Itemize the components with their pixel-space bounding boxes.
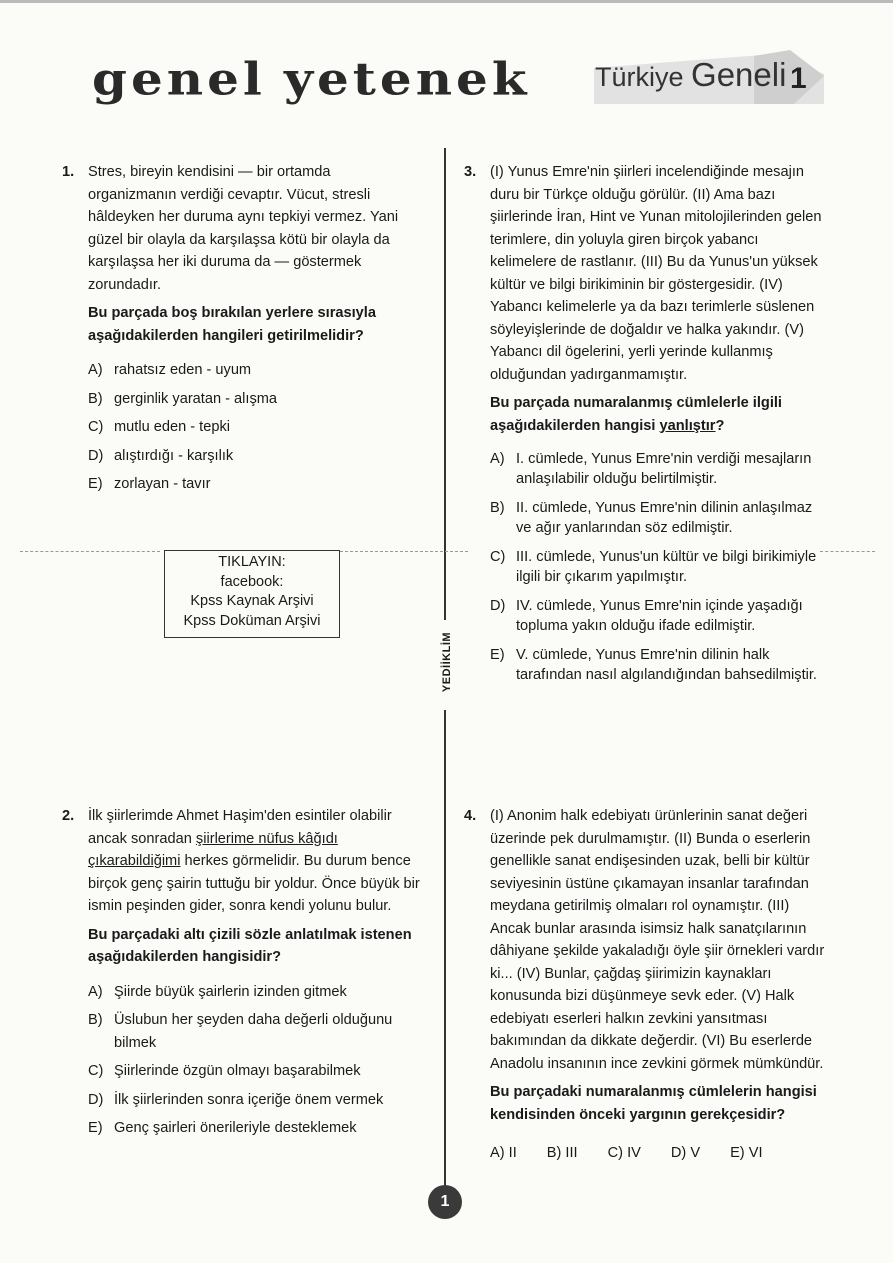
logo-number: 1 xyxy=(790,62,807,95)
option-label: E) xyxy=(88,476,103,492)
option-text: gerginlik yaratan - alışma xyxy=(114,390,278,407)
option-d[interactable] xyxy=(671,1142,700,1165)
option-a[interactable] xyxy=(88,359,422,382)
question-4 xyxy=(464,805,828,1165)
option-label: B) xyxy=(88,390,103,407)
option-e[interactable] xyxy=(490,645,828,685)
prompt-after: ? xyxy=(715,417,725,434)
option-text: alıştırdığı - karşılık xyxy=(114,447,234,464)
option-label: E) xyxy=(490,647,505,663)
option-label: C) xyxy=(88,419,104,435)
option-b[interactable] xyxy=(88,1009,422,1054)
logo-text-small: Türkiye xyxy=(595,62,684,92)
option-text: III. cümlede, Yunus'un kültür ve bilgi birikimiyle ilgili bir çıkarım yapılmıştır. xyxy=(516,549,817,585)
prompt-underlined: yanlıştır xyxy=(659,417,716,434)
options-list xyxy=(490,449,828,685)
option-label: B) xyxy=(546,1145,562,1161)
option-text: İlk şiirlerinden sonra içeriğe önem vermek xyxy=(114,1091,384,1108)
option-e[interactable] xyxy=(730,1142,762,1165)
option-e[interactable] xyxy=(88,473,422,496)
option-text: IV. cümlede, Yunus Emre'nin içinde yaşadığı topluma yakın olduğu ifade edilmiştir. xyxy=(516,598,803,634)
page-number-badge: 1 xyxy=(428,1185,462,1219)
ad-line-1: TIKLAYIN: xyxy=(218,554,286,570)
question-prompt: Bu parçadaki numaralanmış cümlelerin hangisi kendisinden önceki yargının gerekçesidir? xyxy=(490,1084,817,1123)
question-prompt: Bu parçada boş bırakılan yerlere sırasıyla aşağıdakilerden hangileri getirilmelidir? xyxy=(88,305,376,344)
facebook-ad-box[interactable] xyxy=(164,550,340,638)
option-label: C) xyxy=(490,549,506,565)
question-prompt: Bu parçadaki altı çizili sözle anlatılmak istenen aşağıdakilerden hangisidir? xyxy=(88,926,412,965)
question-text: Stres, bireyin kendisini — bir ortamda organizmanın verdiği cevaptır. Vücut, stresli hâldeyken her duruma aynı tepkiyi vermez. Yani güzel bir olayla da karşılaşsa kötü bir olayla da karşılaşsa her iki duruma da — göstermek zorundadır. xyxy=(88,164,399,293)
option-e[interactable] xyxy=(88,1117,422,1140)
question-number: 3. xyxy=(464,164,477,180)
option-text: II xyxy=(508,1145,517,1161)
option-label: A) xyxy=(88,362,103,378)
question-text-after: herkes görmelidir. Bu durum bence birçok genç şairin tuttuğu bir yoldur. Önce büyük bir ismin peşinden gider, sonra kendi yolunu bulur. xyxy=(88,853,420,914)
options-list xyxy=(88,981,422,1140)
question-number: 4. xyxy=(464,808,477,824)
option-b[interactable] xyxy=(88,388,422,411)
option-text: rahatsız eden - uyum xyxy=(114,362,252,378)
option-text: VI xyxy=(748,1145,763,1161)
option-b[interactable] xyxy=(547,1142,578,1165)
top-rule xyxy=(0,0,893,3)
ad-line-4: Kpss Doküman Arşivi xyxy=(183,612,321,629)
option-text: Şiirlerinde özgün olmayı başarabilmek xyxy=(114,1063,361,1079)
option-text: V. cümlede, Yunus Emre'nin dilinin halk tarafından nasıl algılandığından bahsedilmiştir. xyxy=(516,647,817,683)
option-label: D) xyxy=(88,447,104,464)
option-text: V xyxy=(690,1145,701,1161)
option-text: IV xyxy=(627,1145,641,1161)
prompt-before: Bu parçada numaralanmış cümlelerle ilgili aşağıdakilerden hangisi xyxy=(490,395,782,434)
option-d[interactable] xyxy=(88,1089,422,1112)
question-text xyxy=(88,805,422,918)
option-label: C) xyxy=(607,1145,623,1161)
option-c[interactable] xyxy=(608,1142,641,1165)
option-label: A) xyxy=(490,451,505,467)
options-list xyxy=(490,1142,828,1165)
question-number: 1. xyxy=(62,164,75,180)
option-label: B) xyxy=(490,500,505,516)
option-label: B) xyxy=(88,1012,103,1028)
logo-text xyxy=(595,56,786,94)
options-list xyxy=(88,359,422,496)
question-text: (I) Yunus Emre'nin şiirleri incelendiğinde mesajın duru bir Türkçe olduğu görülür. (II) Ama bazı şiirlerinde İran, Hint ve Yunan mitolojilerinden gelen terimlere, din yoluyla giren birçok yabancı kelimelere de rastlanır. (III) Bu da Yunus'un yüksek kültür ve bilgi birikiminin bir göstergesidir. (IV) Yabancı kelimelerle ya da bazı terimlerle süslenen söyleyişlerinde de doğaldır ve halka yakındır. (V) Yabancı dil ögelerini, yerli yerinde kullanmış olduğundan yadırganmamıştır. xyxy=(490,164,822,383)
ad-line-3: Kpss Kaynak Arşivi xyxy=(190,593,314,609)
option-text: Üslubun her şeyden daha değerli olduğunu bilmek xyxy=(114,1012,393,1051)
underlined-phrase: şiirlerime nüfus kâğıdı çıkarabildiğimi xyxy=(88,830,338,869)
brand-title xyxy=(92,52,531,105)
option-label: A) xyxy=(88,983,103,1000)
option-text: I. cümlede, Yunus Emre'nin verdiği mesajların anlaşılabilir olduğu belirtilmiştir. xyxy=(516,451,812,487)
option-text: II. cümlede, Yunus Emre'nin dilinin anlaşılmaz ve ağır yanlarından söz edilmiştir. xyxy=(516,500,813,536)
option-label: E) xyxy=(88,1120,103,1136)
logo-text-big: Geneli xyxy=(691,56,787,93)
option-label: E) xyxy=(730,1145,745,1161)
question-2 xyxy=(62,805,422,1146)
option-b[interactable] xyxy=(490,498,828,538)
question-prompt xyxy=(490,392,828,437)
option-text: Şiirde büyük şairlerin izinden gitmek xyxy=(114,983,347,1000)
option-c[interactable] xyxy=(88,416,422,439)
divider-label: YEDİİKLİM xyxy=(441,631,453,693)
option-label: C) xyxy=(88,1063,104,1079)
option-c[interactable] xyxy=(490,547,828,587)
dashed-rule-middle xyxy=(340,551,468,552)
option-text: zorlayan - tavır xyxy=(114,476,211,492)
question-text: (I) Anonim halk edebiyatı ürünlerinin sanat değeri üzerinde pek durulmamıştır. (II) Bunda o eserlerin genellikle sanat endişesinden uzak, belli bir kültür seviyesinin üstüne çıkamayan insanlar tarafından meydana getirilmiş olmaları rol oynamıştır. (III) Ancak bunlar arasında isimsiz halk sanatçılarının dâhiyane şekilde yakaladığı öyle şiir örnekleri vardır ki... (IV) Bunlar, çağdaş şiirimizin kaynakları konusunda bizi düşünmeye sevk eder. (V) Halk edebiyatı eserleri halkın zevkini yansıtması bakımından da dikkate değerdir. (VI) Bu eserlerde Anadolu insanının ince zevkini görmek mümkündür. xyxy=(490,808,825,1072)
question-1 xyxy=(62,161,422,502)
question-number: 2. xyxy=(62,808,75,824)
option-label: D) xyxy=(88,1091,104,1108)
option-text: III xyxy=(565,1145,578,1161)
dashed-rule-right xyxy=(820,551,875,552)
brand-title-part2: yetenek xyxy=(283,52,531,106)
option-a[interactable] xyxy=(88,981,422,1004)
question-3 xyxy=(464,161,828,694)
divider-label-box xyxy=(436,620,454,710)
option-text: Genç şairleri önerileriyle desteklemek xyxy=(114,1120,357,1136)
dashed-rule-left xyxy=(20,551,160,552)
option-a[interactable] xyxy=(490,449,828,489)
option-a[interactable] xyxy=(490,1142,517,1165)
option-label: D) xyxy=(670,1145,687,1161)
option-d[interactable] xyxy=(490,596,828,636)
option-label: A) xyxy=(490,1145,505,1161)
option-label: D) xyxy=(490,598,506,614)
brand-title-part1: genel xyxy=(92,52,266,106)
question-text-before: İlk şiirlerimde Ahmet Haşim'den esintiler olabilir ancak sonradan xyxy=(88,808,392,847)
option-c[interactable] xyxy=(88,1060,422,1083)
ad-line-2: facebook: xyxy=(220,573,284,590)
option-text: mutlu eden - tepki xyxy=(114,419,231,435)
option-d[interactable] xyxy=(88,445,422,468)
